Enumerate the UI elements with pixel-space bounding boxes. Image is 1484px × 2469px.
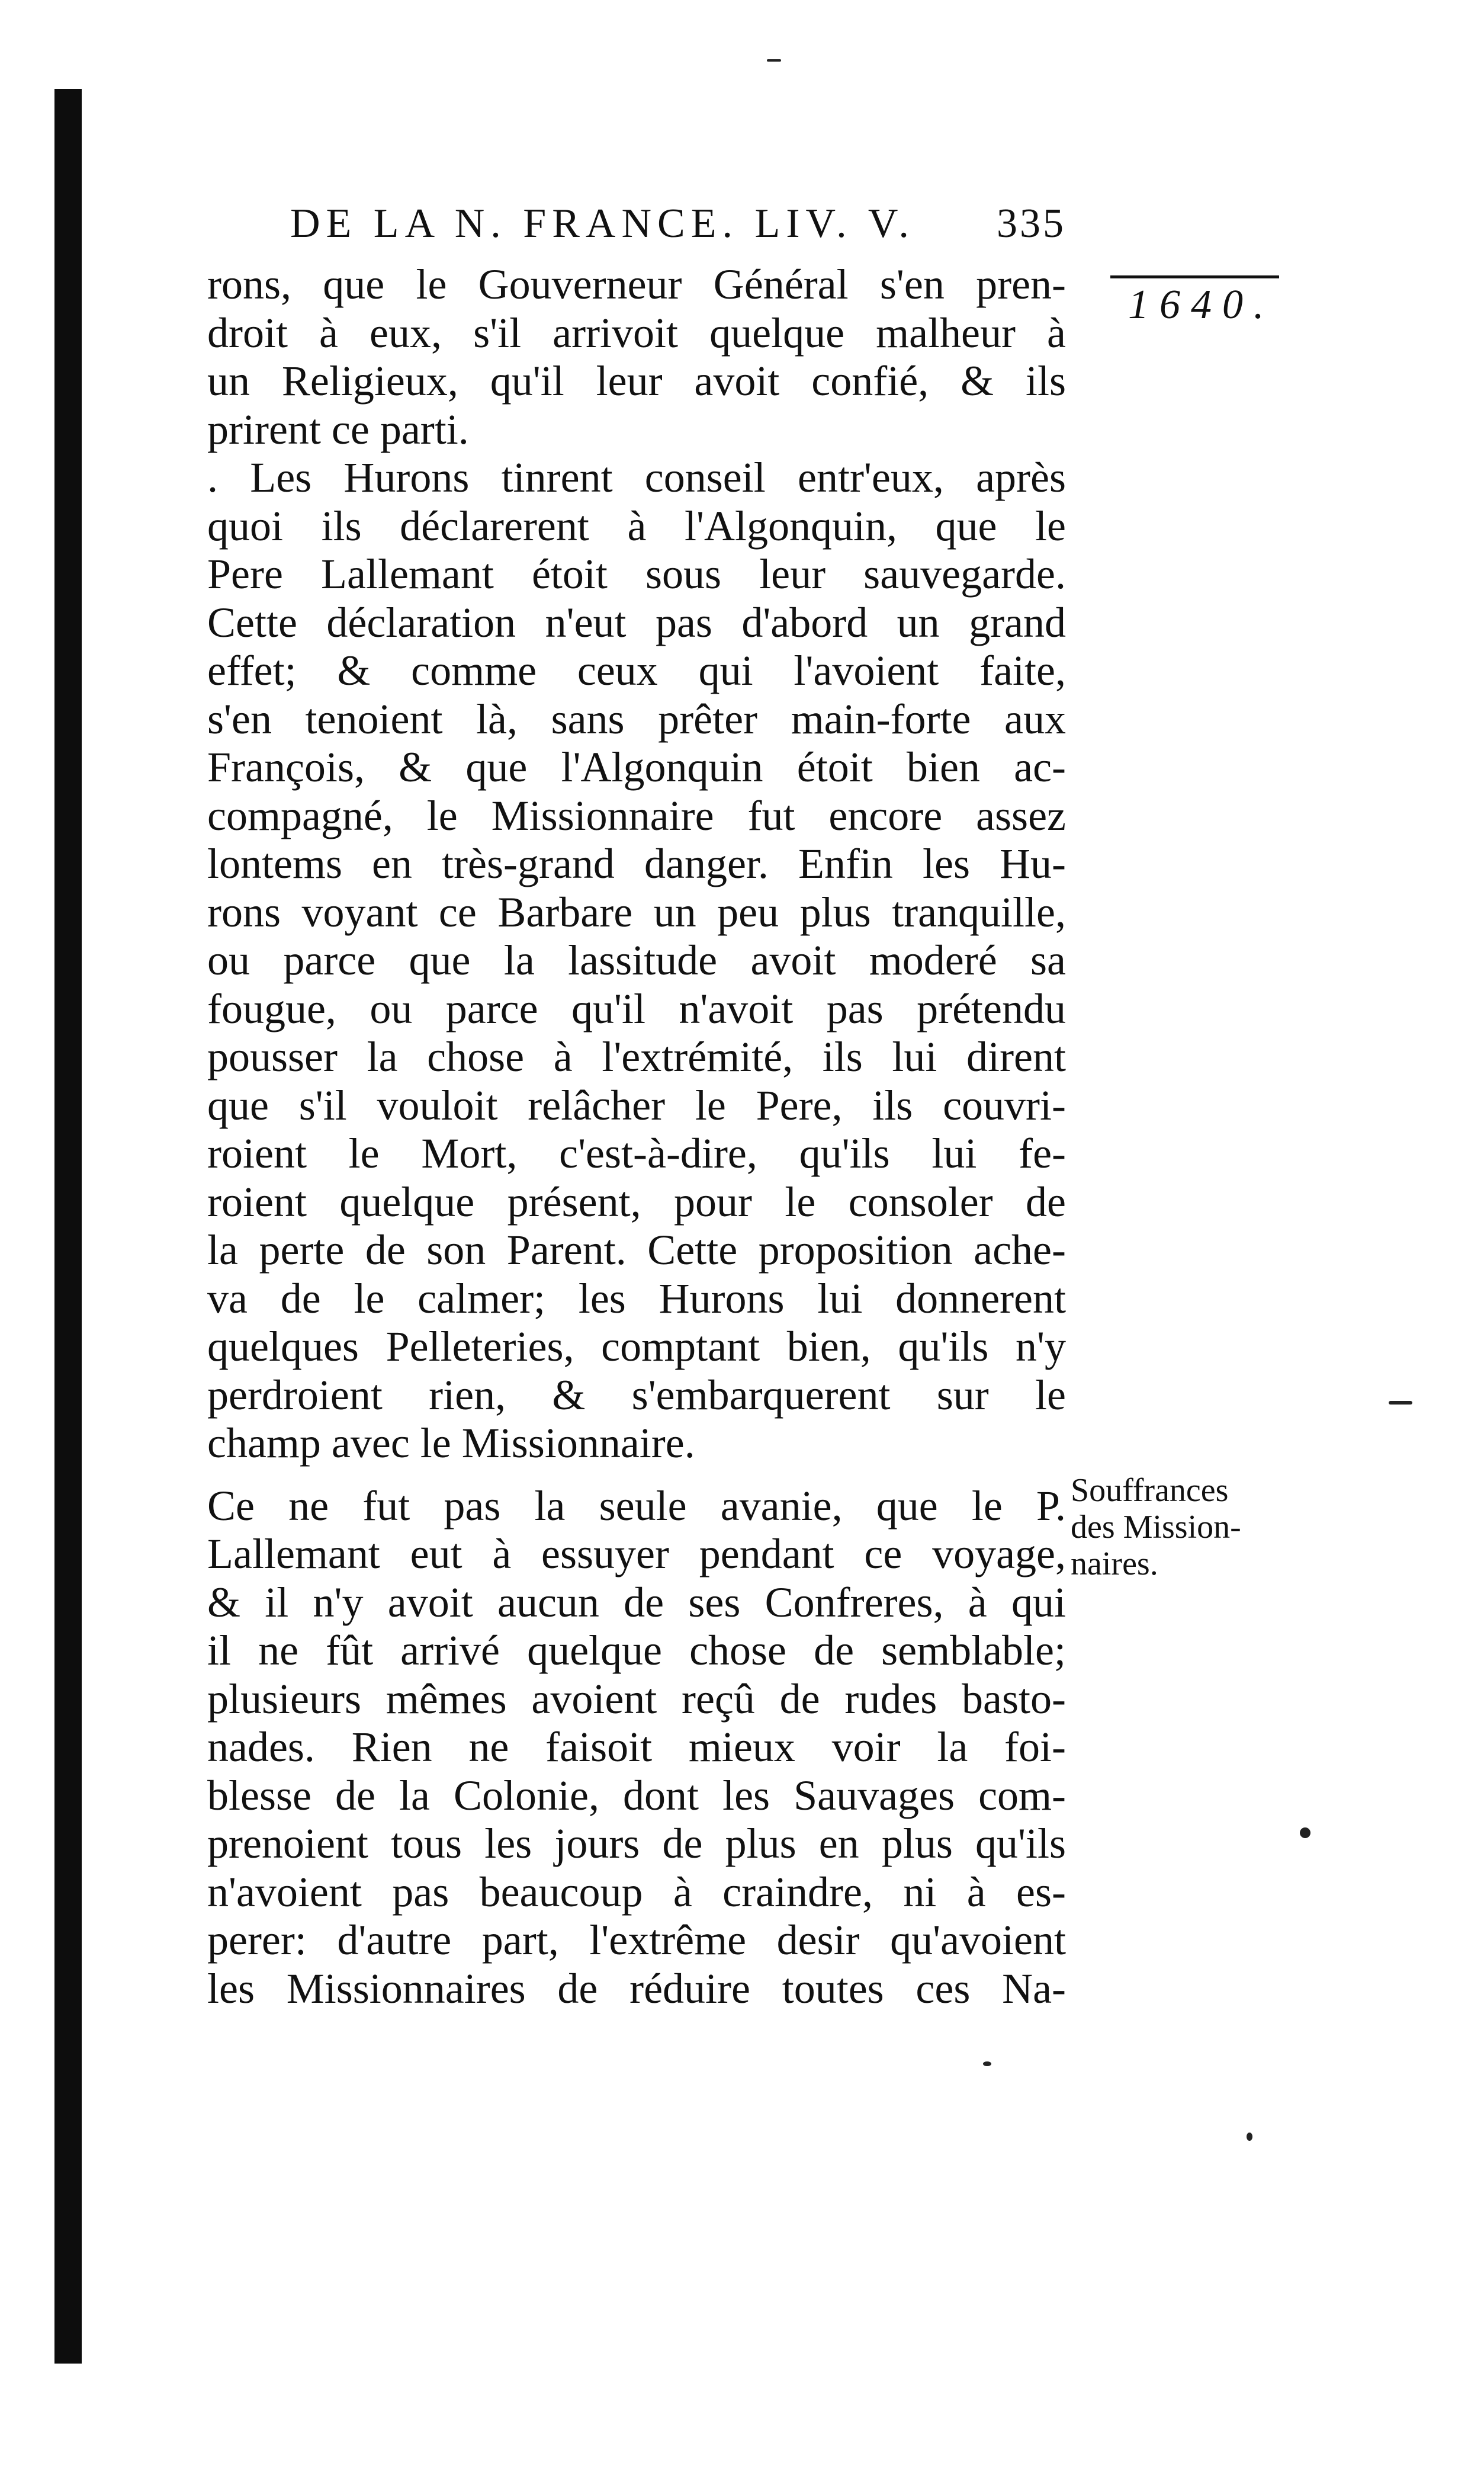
text-line: fougue, ou parce qu'il n'avoit pas prétendu xyxy=(207,985,1066,1033)
text-line: champ avec le Missionnaire. xyxy=(207,1419,695,1467)
scan-speck xyxy=(767,59,781,62)
text-line: plusieurs mêmes avoient reçû de rudes basto- xyxy=(207,1675,1066,1723)
text-line: compagné, le Missionnaire fut encore assez xyxy=(207,791,1066,839)
text-line: nades. Rien ne faisoit mieux voir la foi- xyxy=(207,1723,1066,1771)
text-line: rons voyant ce Barbare un peu plus tranquille, xyxy=(207,888,1066,936)
text-line: va de le calmer; les Hurons lui donnerent xyxy=(207,1274,1066,1322)
margin-year: 1640. xyxy=(1128,282,1275,328)
running-head xyxy=(290,200,1066,254)
text-line: blesse de la Colonie, dont les Sauvages com- xyxy=(207,1771,1066,1819)
text-line: un Religieux, qu'il leur avoit confié, & ils xyxy=(207,357,1066,405)
scan-speck xyxy=(1247,2133,1252,2141)
margin-rule xyxy=(1110,275,1279,278)
text-line: effet; & comme ceux qui l'avoient faite, xyxy=(207,647,1066,694)
text-line: . Les Hurons tinrent conseil entr'eux, après xyxy=(207,454,1066,501)
scan-speck xyxy=(1389,1401,1412,1405)
body-text xyxy=(207,261,1066,2013)
text-line: roient le Mort, c'est-à-dire, qu'ils lui fe- xyxy=(207,1130,1066,1177)
text-line: n'avoient pas beaucoup à craindre, ni à es- xyxy=(207,1868,1066,1916)
page-number: 335 xyxy=(997,201,1066,246)
text-line: & il n'y avoit aucun de ses Confreres, à qui xyxy=(207,1578,1066,1626)
text-line: prirent ce parti. xyxy=(207,405,469,453)
text-line: prenoient tous les jours de plus en plus qu'ils xyxy=(207,1820,1066,1867)
text-line: la perte de son Parent. Cette proposition ache- xyxy=(207,1226,1066,1274)
text-line: quelques Pelleteries, comptant bien, qu'ils n'y xyxy=(207,1323,1066,1370)
text-line: lontems en très-grand danger. Enfin les Hu- xyxy=(207,840,1066,887)
text-line: Cette déclaration n'eut pas d'abord un grand xyxy=(207,598,1066,646)
text-line: pousser la chose à l'extrémité, ils lui dirent xyxy=(207,1033,1066,1080)
text-line: droit à eux, s'il arrivoit quelque malheur à xyxy=(207,309,1066,357)
scan-speck xyxy=(1300,1827,1310,1838)
margin-note-line: Souffrances xyxy=(1071,1472,1229,1509)
binding-shadow xyxy=(54,89,82,2364)
text-line: Pere Lallemant étoit sous leur sauvegarde. xyxy=(207,550,1066,598)
text-line: roient quelque présent, pour le consoler de xyxy=(207,1178,1066,1226)
text-line: les Missionnaires de réduire toutes ces Na- xyxy=(207,1964,1066,2012)
text-line: quoi ils déclarerent à l'Algonquin, que le xyxy=(207,502,1066,550)
text-line: François, & que l'Algonquin étoit bien ac- xyxy=(207,743,1066,791)
text-line: perer: d'autre part, l'extrême desir qu'avoient xyxy=(207,1916,1066,1964)
margin-note xyxy=(1071,1472,1284,1582)
text-line: Lallemant eut à essuyer pendant ce voyage, xyxy=(207,1530,1066,1577)
scan-speck xyxy=(983,2061,991,2066)
text-line: ou parce que la lassitude avoit moderé sa xyxy=(207,937,1066,984)
text-line: s'en tenoient là, sans prêter main-forte aux xyxy=(207,695,1066,743)
text-line: rons, que le Gouverneur Général s'en pren- xyxy=(207,261,1066,308)
text-line: Ce ne fut pas la seule avanie, que le P. xyxy=(207,1482,1066,1530)
margin-note-line: des Mission- xyxy=(1071,1509,1241,1545)
margin-note-line: naires. xyxy=(1071,1545,1158,1582)
text-line: que s'il vouloit relâcher le Pere, ils couvri- xyxy=(207,1081,1066,1129)
running-head-title: DE LA N. FRANCE. LIV. V. xyxy=(290,201,915,246)
text-line: perdroient rien, & s'embarquerent sur le xyxy=(207,1371,1066,1419)
text-line: il ne fût arrivé quelque chose de semblable; xyxy=(207,1627,1066,1674)
